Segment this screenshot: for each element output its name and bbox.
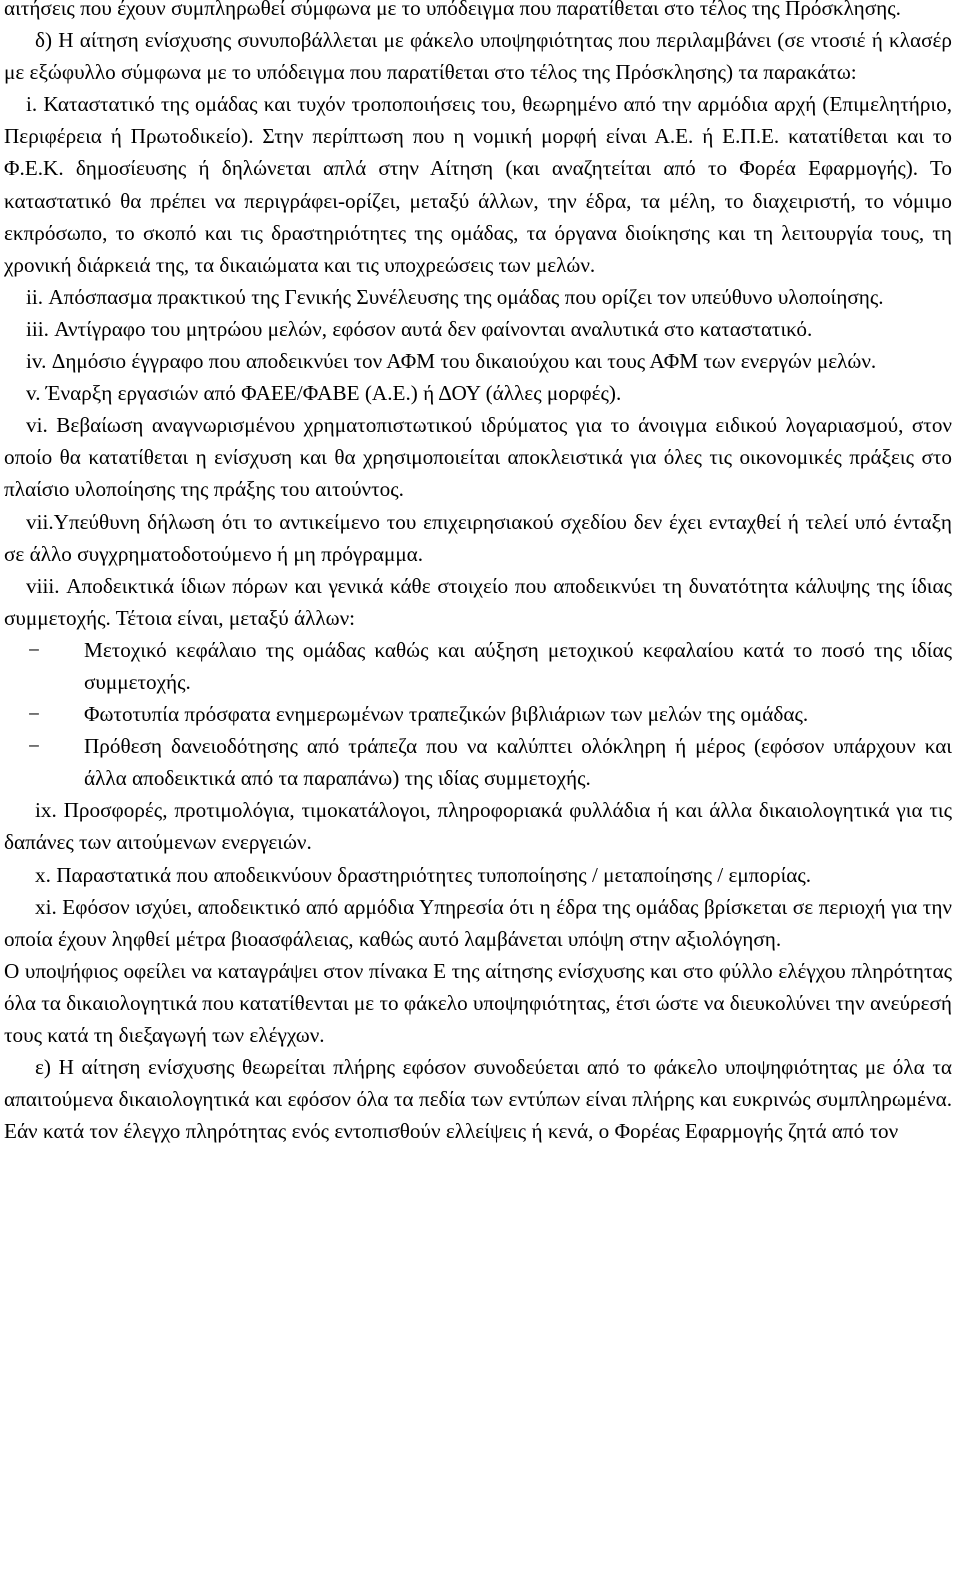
paragraph-checklist-note: Ο υποψήφιος οφείλει να καταγράψει στον πίνακα Ε της αίτησης ενίσχυσης και στο φύλλο ελέγχου πληρότητας όλα τα δικαιολογητικά που κατατίθενται με το φάκελο υποψηφιότητας, έτσι ώστε να διευκολύνει την ανεύρεσή τους κατά τη διεξαγωγή των ελέγχων.	[4, 958, 952, 1047]
dash-marker: −	[28, 702, 40, 727]
list-item-viii: viii. Αποδεικτικά ίδιων πόρων και γενικά κάθε στοιχείο που αποδεικνύει τη δυνατότητα κάλυψης της ίδιας συμμετοχής. Τέτοια είναι, μεταξύ άλλων:	[4, 573, 952, 630]
list-item-vii: vii.Υπεύθυνη δήλωση ότι το αντικείμενο του επιχειρησιακού σχεδίου δεν έχει ενταχθεί ή τελεί υπό ένταξη σε άλλο συγχρηματοδοτούμενο ή μη πρόγραμμα.	[4, 509, 952, 566]
dash-item	[4, 698, 952, 730]
list-item-iv: iv. Δημόσιο έγγραφο που αποδεικνύει τον ΑΦΜ του δικαιούχου και τους ΑΦΜ των ενεργών μελών.	[26, 349, 877, 374]
dash-item-text: Φωτοτυπία πρόσφατα ενημερωμένων τραπεζικών βιβλιάριων των μελών της ομάδας.	[84, 702, 809, 727]
document-page	[4, 0, 952, 1147]
paragraph-section-d: δ) Η αίτηση ενίσχυσης συνυποβάλλεται με φάκελο υποψηφιότητας που περιλαμβάνει (σε ντοσιέ ή κλασέρ με εξώφυλλο σύμφωνα με το υπόδειγμα που παρατίθεται στο τέλος της Πρόσκλησης) τα παρακάτω:	[4, 28, 952, 85]
dash-item	[4, 634, 952, 698]
list-item-iii: iii. Αντίγραφο του μητρώου μελών, εφόσον αυτά δεν φαίνονται αναλυτικά στο καταστατικό.	[26, 316, 813, 341]
list-item-xi: xi. Εφόσον ισχύει, αποδεικτικό από αρμόδια Υπηρεσία ότι η έδρα της ομάδας βρίσκεται σε περιοχή για την οποία έχουν ληφθεί μέτρα βιοασφάλειας, καθώς αυτό λαμβάνεται υπόψη στην αξιολόγηση.	[4, 894, 952, 951]
dash-item-text: Πρόθεση δανειοδότησης από τράπεζα που να καλύπτει ολόκληρη ή μέρος (εφόσον υπάρχουν και άλλα αποδεικτικά από τα παραπάνω) της ιδίας συμμετοχής.	[84, 734, 952, 791]
list-item-i: i. Καταστατικό της ομάδας και τυχόν τροποποιήσεις του, θεωρημένο από την αρμόδια αρχή (Επιμελητήριο, Περιφέρεια ή Πρωτοδικείο). Στην περίπτωση που η νομική μορφή είναι Α.Ε. ή Ε.Π.Ε. κατατίθεται και το Φ.Ε.Κ. δημοσίευσης ή δηλώνεται απλά στην Αίτηση (και αναζητείται από το Φορέα Εφαρμογής). Το καταστατικό θα πρέπει να περιγράφει-ορίζει, μεταξύ άλλων, την έδρα, τα μέλη, το διαχειριστή, το νόμιμο εκπρόσωπο, το σκοπό και τις δραστηριότητες της ομάδας, τα όργανα διοίκησης και τη λειτουργία τους, τη χρονική διάρκειά της, τα δικαιώματα και τις υποχρεώσεις των μελών.	[4, 92, 952, 277]
list-item-vi: vi. Βεβαίωση αναγνωρισμένου χρηματοπιστωτικού ιδρύματος για το άνοιγμα ειδικού λογαριασμού, στον οποίο θα κατατίθεται η ενίσχυση και θα χρησιμοποιείται αποκλειστικά για όλες τις οικονομικές πράξεις στο πλαίσιο υλοποίησης της πράξης του αιτούντος.	[4, 413, 952, 502]
paragraph-continuation: αιτήσεις που έχουν συμπληρωθεί σύμφωνα με το υπόδειγμα που παρατίθεται στο τέλος της Πρόσκλησης.	[4, 0, 901, 20]
list-item-x: x. Παραστατικά που αποδεικνύουν δραστηριότητες τυποποίησης / μεταποίησης / εμπορίας.	[35, 862, 812, 887]
paragraph-section-e: ε) Η αίτηση ενίσχυσης θεωρείται πλήρης εφόσον συνοδεύεται από το φάκελο υποψηφιότητας με όλα τα απαιτούμενα δικαιολογητικά και εφόσον όλα τα πεδία των εντύπων είναι πλήρης και ευκρινώς συμπληρωμένα. Εάν κατά τον έλεγχο πληρότητας ενός εντοπισθούν ελλείψεις ή κενά, ο Φορέας Εφαρμογής ζητά από τον	[4, 1055, 952, 1144]
dash-item	[4, 730, 952, 794]
dash-marker: −	[28, 734, 40, 759]
dash-marker: −	[28, 637, 40, 662]
list-item-ix: ix. Προσφορές, προτιμολόγια, τιμοκατάλογοι, πληροφοριακά φυλλάδια ή και άλλα δικαιολογητικά για τις δαπάνες των αιτούμενων ενεργειών.	[4, 798, 952, 855]
dash-item-text: Μετοχικό κεφάλαιο της ομάδας καθώς και αύξηση μετοχικού κεφαλαίου κατά το ποσό της ιδίας συμμετοχής.	[84, 637, 952, 694]
list-item-v: v. Έναρξη εργασιών από ΦΑΕΕ/ΦΑΒΕ (Α.Ε.) ή ΔΟΥ (άλλες μορφές).	[26, 381, 622, 406]
list-item-ii: ii. Απόσπασμα πρακτικού της Γενικής Συνέλευσης της ομάδας που ορίζει τον υπεύθυνο υλοποίησης.	[26, 284, 884, 309]
